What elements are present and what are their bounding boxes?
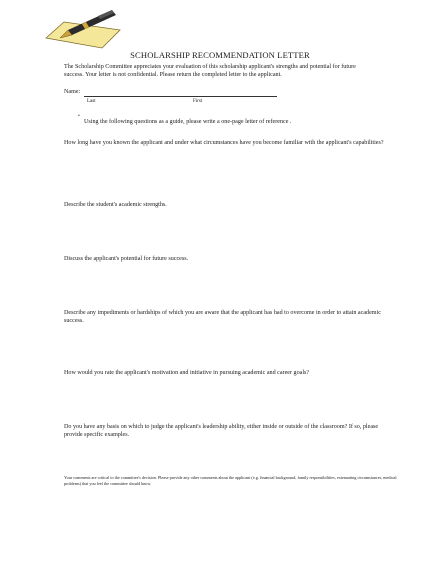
pen-and-paper-logo (42, 8, 124, 50)
first-name-sublabel: First (193, 99, 203, 104)
question-2: Describe the student's academic strengths. (64, 202, 167, 208)
question-5: How would you rate the applicant's motivation and initiative in pursuing academic and career goals? (64, 370, 310, 376)
question-4: Describe any impediments or hardships of which you are aware that the applicant has had to overcome in order to attain academic success. (64, 310, 381, 325)
footnote: Your comments are critical to the committee's decision. Please provide any other comments about the applicant (e.g. financial background, family responsibilities, extenuating circumstances, medical problems) that you feel the committee should know. (64, 475, 397, 487)
last-name-sublabel: Last (87, 99, 96, 104)
document-title: SCHOLARSHIP RECOMMENDATION LETTER (130, 50, 310, 60)
guide-instruction: Using the following questions as a guide, please write a one-page letter of reference . (84, 119, 292, 125)
name-label: Name: (64, 89, 81, 95)
question-1: How long have you known the applicant and under what circumstances have you become familiar with the applicant's capabilities? (64, 140, 384, 146)
name-field-line[interactable] (84, 96, 277, 97)
intro-paragraph: The Scholarship Committee appreciates your evaluation of this scholarship applicant's strengths and potential for future success. Your letter is not confidential. Please return the completed letter to the applicant. (64, 64, 356, 79)
question-6: Do you have any basis on which to judge the applicant's leadership ability, either inside or outside of the classroom? If so, please provide specific examples. (64, 424, 379, 439)
question-3: Discuss the applicant's potential for future success. (64, 256, 189, 262)
bullet-icon: • (78, 113, 80, 119)
